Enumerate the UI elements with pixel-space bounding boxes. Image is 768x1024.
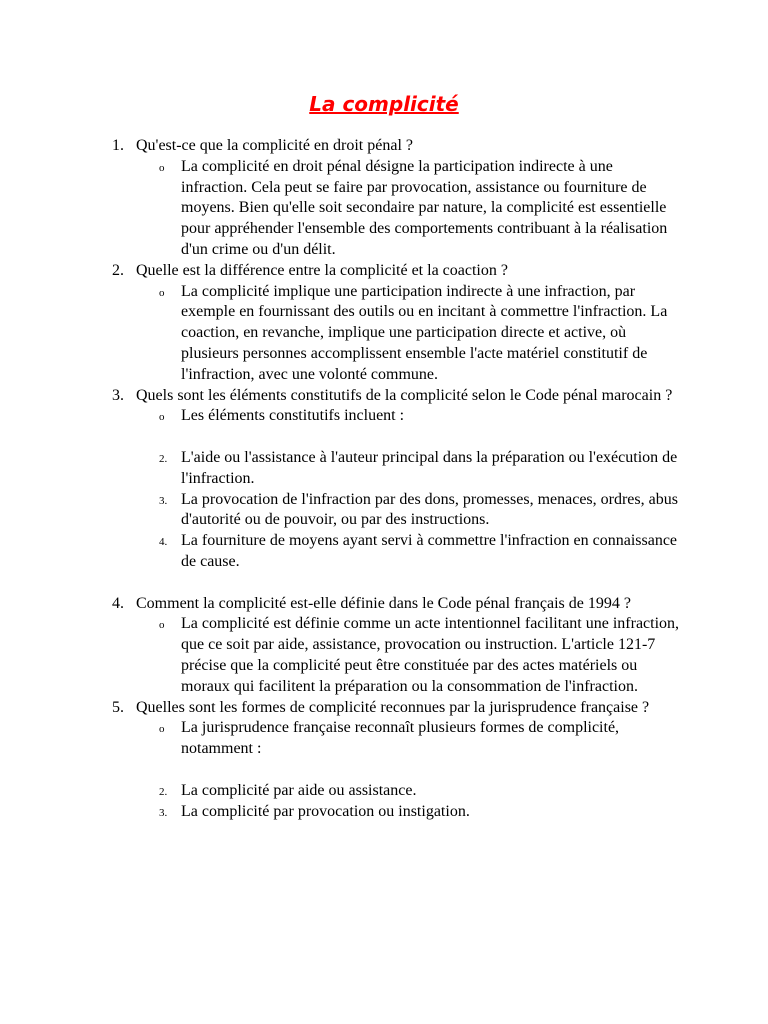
question-number: 3. (112, 386, 124, 404)
list-item (0, 531, 768, 573)
question-number: 5. (112, 698, 124, 716)
bullet-icon: o (159, 286, 165, 299)
list-item-text: La fourniture de moyens ayant servi à commettre l'infraction en connaissance de cause. (181, 532, 678, 570)
question-1 (0, 136, 768, 157)
answer-text: La complicité implique une participation indirecte à une infraction, par exemple en fournissant des outils ou en incitant à commettre l'infraction. La coaction, en revanche, implique une participation directe et active, où plusieurs personnes accomplissent ensemble l'acte matériel constitutif de l'infraction, avec une volonté commune. (181, 282, 668, 383)
answer-text: La jurisprudence française reconnaît plusieurs formes de complicité, notamment : (181, 719, 620, 758)
question-5 (0, 698, 768, 719)
question-text: Quelle est la différence entre la complicité et la coaction ? (136, 261, 508, 279)
spacer (0, 573, 768, 594)
list-item-number: 3. (159, 494, 168, 507)
bullet-icon: o (159, 411, 165, 424)
list-item-number: 3. (159, 806, 168, 819)
question-text: Qu'est-ce que la complicité en droit pénal ? (136, 137, 413, 154)
answer-1 (0, 157, 768, 261)
list-item-text: La complicité par aide ou assistance. (181, 781, 417, 799)
document-body (0, 136, 768, 822)
list-item-text: La complicité par provocation ou instigation. (181, 802, 470, 820)
answer-text: Les éléments constitutifs incluent : (181, 407, 405, 425)
list-item-number: 2. (159, 452, 168, 465)
list-item (0, 781, 768, 802)
document-title: La complicité (309, 92, 459, 116)
question-text: Quels sont les éléments constitutifs de la complicité selon le Code pénal marocain ? (136, 386, 673, 404)
question-text: Quelles sont les formes de complicité reconnues par la jurisprudence française ? (136, 698, 650, 716)
spacer (0, 760, 768, 781)
question-number: 2. (112, 261, 124, 279)
answer-text: La complicité est définie comme un acte intentionnel facilitant une infraction, que ce soit par aide, assistance, provocation ou instruction. L'article 121-7 précise que la complicité peut être constituée par des actes matériels ou moraux qui facilitent la préparation ou la consommation de l'infraction. (181, 615, 680, 695)
bullet-icon: o (159, 619, 165, 632)
list-item (0, 490, 768, 532)
list-item-text: L'aide ou l'assistance à l'auteur principal dans la préparation ou l'exécution de l'infraction. (181, 448, 678, 487)
answer-5 (0, 718, 768, 760)
bullet-icon: o (159, 723, 165, 736)
answer-2 (0, 282, 768, 386)
question-3 (0, 386, 768, 407)
answer-3 (0, 406, 768, 427)
list-item-number: 4. (159, 536, 168, 549)
question-number: 1. (112, 137, 124, 154)
question-2 (0, 261, 768, 282)
list-item-number: 2. (159, 785, 168, 798)
spacer (0, 427, 768, 448)
answer-4 (0, 614, 768, 697)
question-number: 4. (112, 594, 124, 612)
list-item-text: La provocation de l'infraction par des dons, promesses, menaces, ordres, abus d'autorité ou de pouvoir, ou par des instructions. (181, 490, 678, 529)
question-4 (0, 594, 768, 615)
answer-text: La complicité en droit pénal désigne la participation indirecte à une infraction. Cela peut se faire par provocation, assistance ou fourniture de moyens. Bien qu'elle soit secondaire par nature, la complicité est essentielle pour appréhender l'ensemble des comportements contribuant à la réalisation d'un crime ou d'un délit. (181, 157, 668, 258)
list-item (0, 802, 768, 823)
list-item (0, 448, 768, 490)
bullet-icon: o (159, 161, 165, 174)
question-text: Comment la complicité est-elle définie dans le Code pénal français de 1994 ? (136, 594, 631, 612)
